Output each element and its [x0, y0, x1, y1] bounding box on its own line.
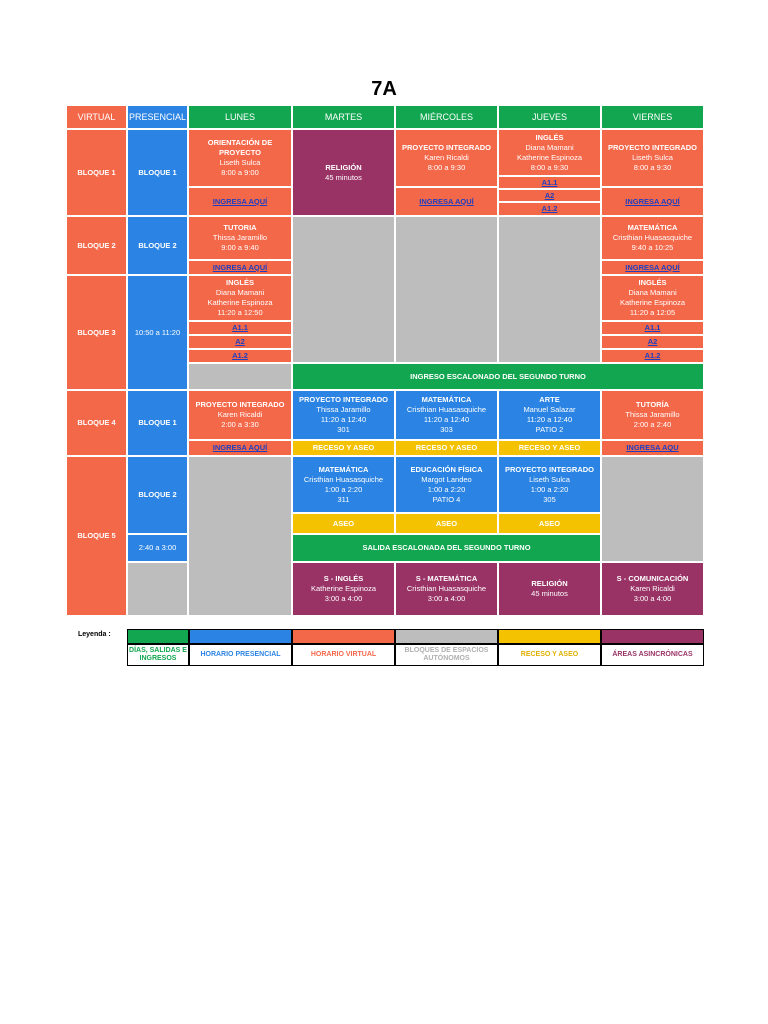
viernes-bloque-1: PROYECTO INTEGRADO Liseth Sulca 8:00 a 9:30	[601, 129, 704, 187]
jueves-autonomous-1	[498, 216, 601, 363]
legend-swatch-gray	[395, 629, 498, 644]
header-miercoles: MIÉRCOLES	[395, 105, 498, 129]
viernes-link-cell-2	[601, 260, 704, 275]
lunes-ingresa-link-3[interactable]: INGRESA AQUÍ	[212, 443, 268, 452]
legend-text-2: HORARIO PRESENCIAL	[189, 644, 292, 666]
virtual-bloque-4: BLOQUE 4	[66, 390, 127, 456]
header-lunes: LUNES	[188, 105, 292, 129]
legend-text-4: BLOQUES DE ESPACIOS AUTÓNOMOS	[395, 644, 498, 666]
page-title: 7A	[371, 78, 397, 100]
jueves-link-cell-a12	[498, 202, 601, 216]
lunes-bloque-2-link-cell	[188, 260, 292, 275]
banner-ingreso: INGRESO ESCALONADO DEL SEGUNDO TURNO	[292, 363, 704, 390]
header-jueves: JUEVES	[498, 105, 601, 129]
jueves-link-a2[interactable]: A2	[544, 190, 555, 200]
jueves-aseo: ASEO	[498, 513, 601, 534]
header-martes: MARTES	[292, 105, 395, 129]
martes-async: S - INGLÉS Katherine Espinoza 3:00 a 4:00	[292, 562, 395, 616]
viernes-link-cell-3	[601, 440, 704, 456]
miercoles-autonomous-1	[395, 216, 498, 363]
presencial-bloque-1b: BLOQUE 1	[127, 390, 188, 456]
miercoles-ingresa-link[interactable]: INGRESA AQUÍ	[419, 196, 474, 206]
lunes-bloque-1: ORIENTACIÓN DE PROYECTO Liseth Sulca 8:00 a 9:00	[188, 129, 292, 187]
legend-label: Leyenda :	[78, 631, 111, 638]
lunes-autonomous-2	[188, 456, 292, 616]
lunes-link-a2[interactable]: A2	[235, 337, 245, 346]
viernes-link-cell-a12	[601, 349, 704, 363]
miercoles-bloque-5: EDUCACIÓN FÍSICA Margot Landeo 1:00 a 2:20 PATIO 4	[395, 456, 498, 513]
presencial-autonomous	[127, 562, 188, 616]
viernes-link-a2[interactable]: A2	[647, 337, 658, 346]
martes-bloque-5: MATEMÁTICA Cristhian Huasasquiche 1:00 a 2:20 311	[292, 456, 395, 513]
viernes-autonomous-1	[601, 456, 704, 562]
lunes-autonomous-1	[188, 363, 292, 390]
viernes-link-cell-a11	[601, 321, 704, 335]
viernes-async: S - COMUNICACIÓN Karen Ricaldi 3:00 a 4:00	[601, 562, 704, 616]
presencial-time-2: 2:40 a 3:00	[127, 534, 188, 562]
legend-swatch-blue	[189, 629, 292, 644]
virtual-bloque-5: BLOQUE 5	[66, 456, 127, 616]
jueves-link-a12[interactable]: A1.2	[541, 204, 558, 213]
lunes-bloque-4: PROYECTO INTEGRADO Karen Ricaldi 2:00 a 3:30	[188, 390, 292, 440]
legend-text-5: RECESO Y ASEO	[498, 644, 601, 666]
jueves-receso: RECESO Y ASEO	[498, 440, 601, 456]
jueves-bloque-4: ARTE Manuel Salazar 11:20 a 12:40 PATIO 2	[498, 390, 601, 440]
lunes-bloque-4-link-cell	[188, 440, 292, 456]
legend-swatch-green	[127, 629, 189, 644]
jueves-link-cell-a2	[498, 189, 601, 202]
martes-bloque-4: PROYECTO INTEGRADO Thissa Jaramillo 11:20 a 12:40 301	[292, 390, 395, 440]
viernes-bloque-2: MATEMÁTICA Cristhian Huasasquiche 9:40 a 10:25	[601, 216, 704, 260]
martes-bloque-1: RELIGIÓN 45 minutos	[292, 129, 395, 216]
presencial-time-1: 10:50 a 11:20	[127, 275, 188, 390]
jueves-async: RELIGIÓN 45 minutos	[498, 562, 601, 616]
legend-text-3: HORARIO VIRTUAL	[292, 644, 395, 666]
miercoles-link-cell	[395, 187, 498, 216]
lunes-link-a11[interactable]: A1.1	[232, 323, 248, 332]
lunes-link-a12[interactable]: A1.2	[232, 351, 248, 360]
miercoles-bloque-4: MATEMÁTICA Cristhian Huasasquiche 11:20 a 12:40 303	[395, 390, 498, 440]
jueves-link-a11[interactable]: A1.1	[541, 177, 558, 187]
banner-salida: SALIDA ESCALONADA DEL SEGUNDO TURNO	[292, 534, 601, 562]
martes-autonomous-1	[292, 216, 395, 363]
lunes-ingresa-link-2[interactable]: INGRESA AQUÍ	[212, 262, 268, 272]
legend-swatch-yellow	[498, 629, 601, 644]
viernes-bloque-4: TUTORÍA Thissa Jaramillo 2:00 a 2:40	[601, 390, 704, 440]
jueves-bloque-5: PROYECTO INTEGRADO Liseth Sulca 1:00 a 2:20 305	[498, 456, 601, 513]
virtual-bloque-1: BLOQUE 1	[66, 129, 127, 216]
viernes-link-cell-a2	[601, 335, 704, 349]
legend-swatch-purple	[601, 629, 704, 644]
viernes-ingresa-link-3[interactable]: INGRESA AQU	[626, 443, 679, 452]
jueves-bloque-1: INGLÉS Diana Mamani Katherine Espinoza 8:00 a 9:30	[498, 129, 601, 176]
miercoles-aseo: ASEO	[395, 513, 498, 534]
lunes-ingresa-link-1[interactable]: INGRESA AQUÍ	[212, 196, 268, 206]
viernes-ingresa-link-1[interactable]: INGRESA AQUÍ	[625, 196, 680, 206]
header-presencial: PRESENCIAL	[127, 105, 188, 129]
header-viernes: VIERNES	[601, 105, 704, 129]
viernes-link-a12[interactable]: A1.2	[644, 351, 661, 360]
lunes-link-cell-a2	[188, 335, 292, 349]
viernes-bloque-3: INGLÉS Diana Mamani Katherine Espinoza 11:20 a 12:05	[601, 275, 704, 321]
viernes-ingresa-link-2[interactable]: INGRESA AQUÍ	[625, 262, 680, 272]
lunes-bloque-2: TUTORIA Thissa Jaramillo 9:00 a 9:40	[188, 216, 292, 260]
viernes-link-cell-1	[601, 187, 704, 216]
lunes-link-cell-a12	[188, 349, 292, 363]
miercoles-async: S - MATEMÁTICA Cristhian Huasasquiche 3:00 a 4:00	[395, 562, 498, 616]
legend-text-1: DÍAS, SALIDAS E INGRESOS	[127, 644, 189, 666]
virtual-bloque-2: BLOQUE 2	[66, 216, 127, 275]
martes-aseo: ASEO	[292, 513, 395, 534]
miercoles-bloque-1: PROYECTO INTEGRADO Karen Ricaldi 8:00 a 9:30	[395, 129, 498, 187]
legend-text-6: ÁREAS ASINCRÓNICAS	[601, 644, 704, 666]
lunes-bloque-3: INGLÉS Diana Mamani Katherine Espinoza 11:20 a 12:50	[188, 275, 292, 321]
lunes-link-cell-a11	[188, 321, 292, 335]
martes-receso: RECESO Y ASEO	[292, 440, 395, 456]
presencial-bloque-2: BLOQUE 2	[127, 216, 188, 275]
jueves-link-cell-a11	[498, 176, 601, 189]
miercoles-receso: RECESO Y ASEO	[395, 440, 498, 456]
header-virtual: VIRTUAL	[66, 105, 127, 129]
presencial-bloque-2b: BLOQUE 2	[127, 456, 188, 534]
viernes-link-a11[interactable]: A1.1	[644, 323, 661, 332]
virtual-bloque-3: BLOQUE 3	[66, 275, 127, 390]
lunes-bloque-1-link-cell	[188, 187, 292, 216]
presencial-bloque-1: BLOQUE 1	[127, 129, 188, 216]
legend-swatch-orange	[292, 629, 395, 644]
